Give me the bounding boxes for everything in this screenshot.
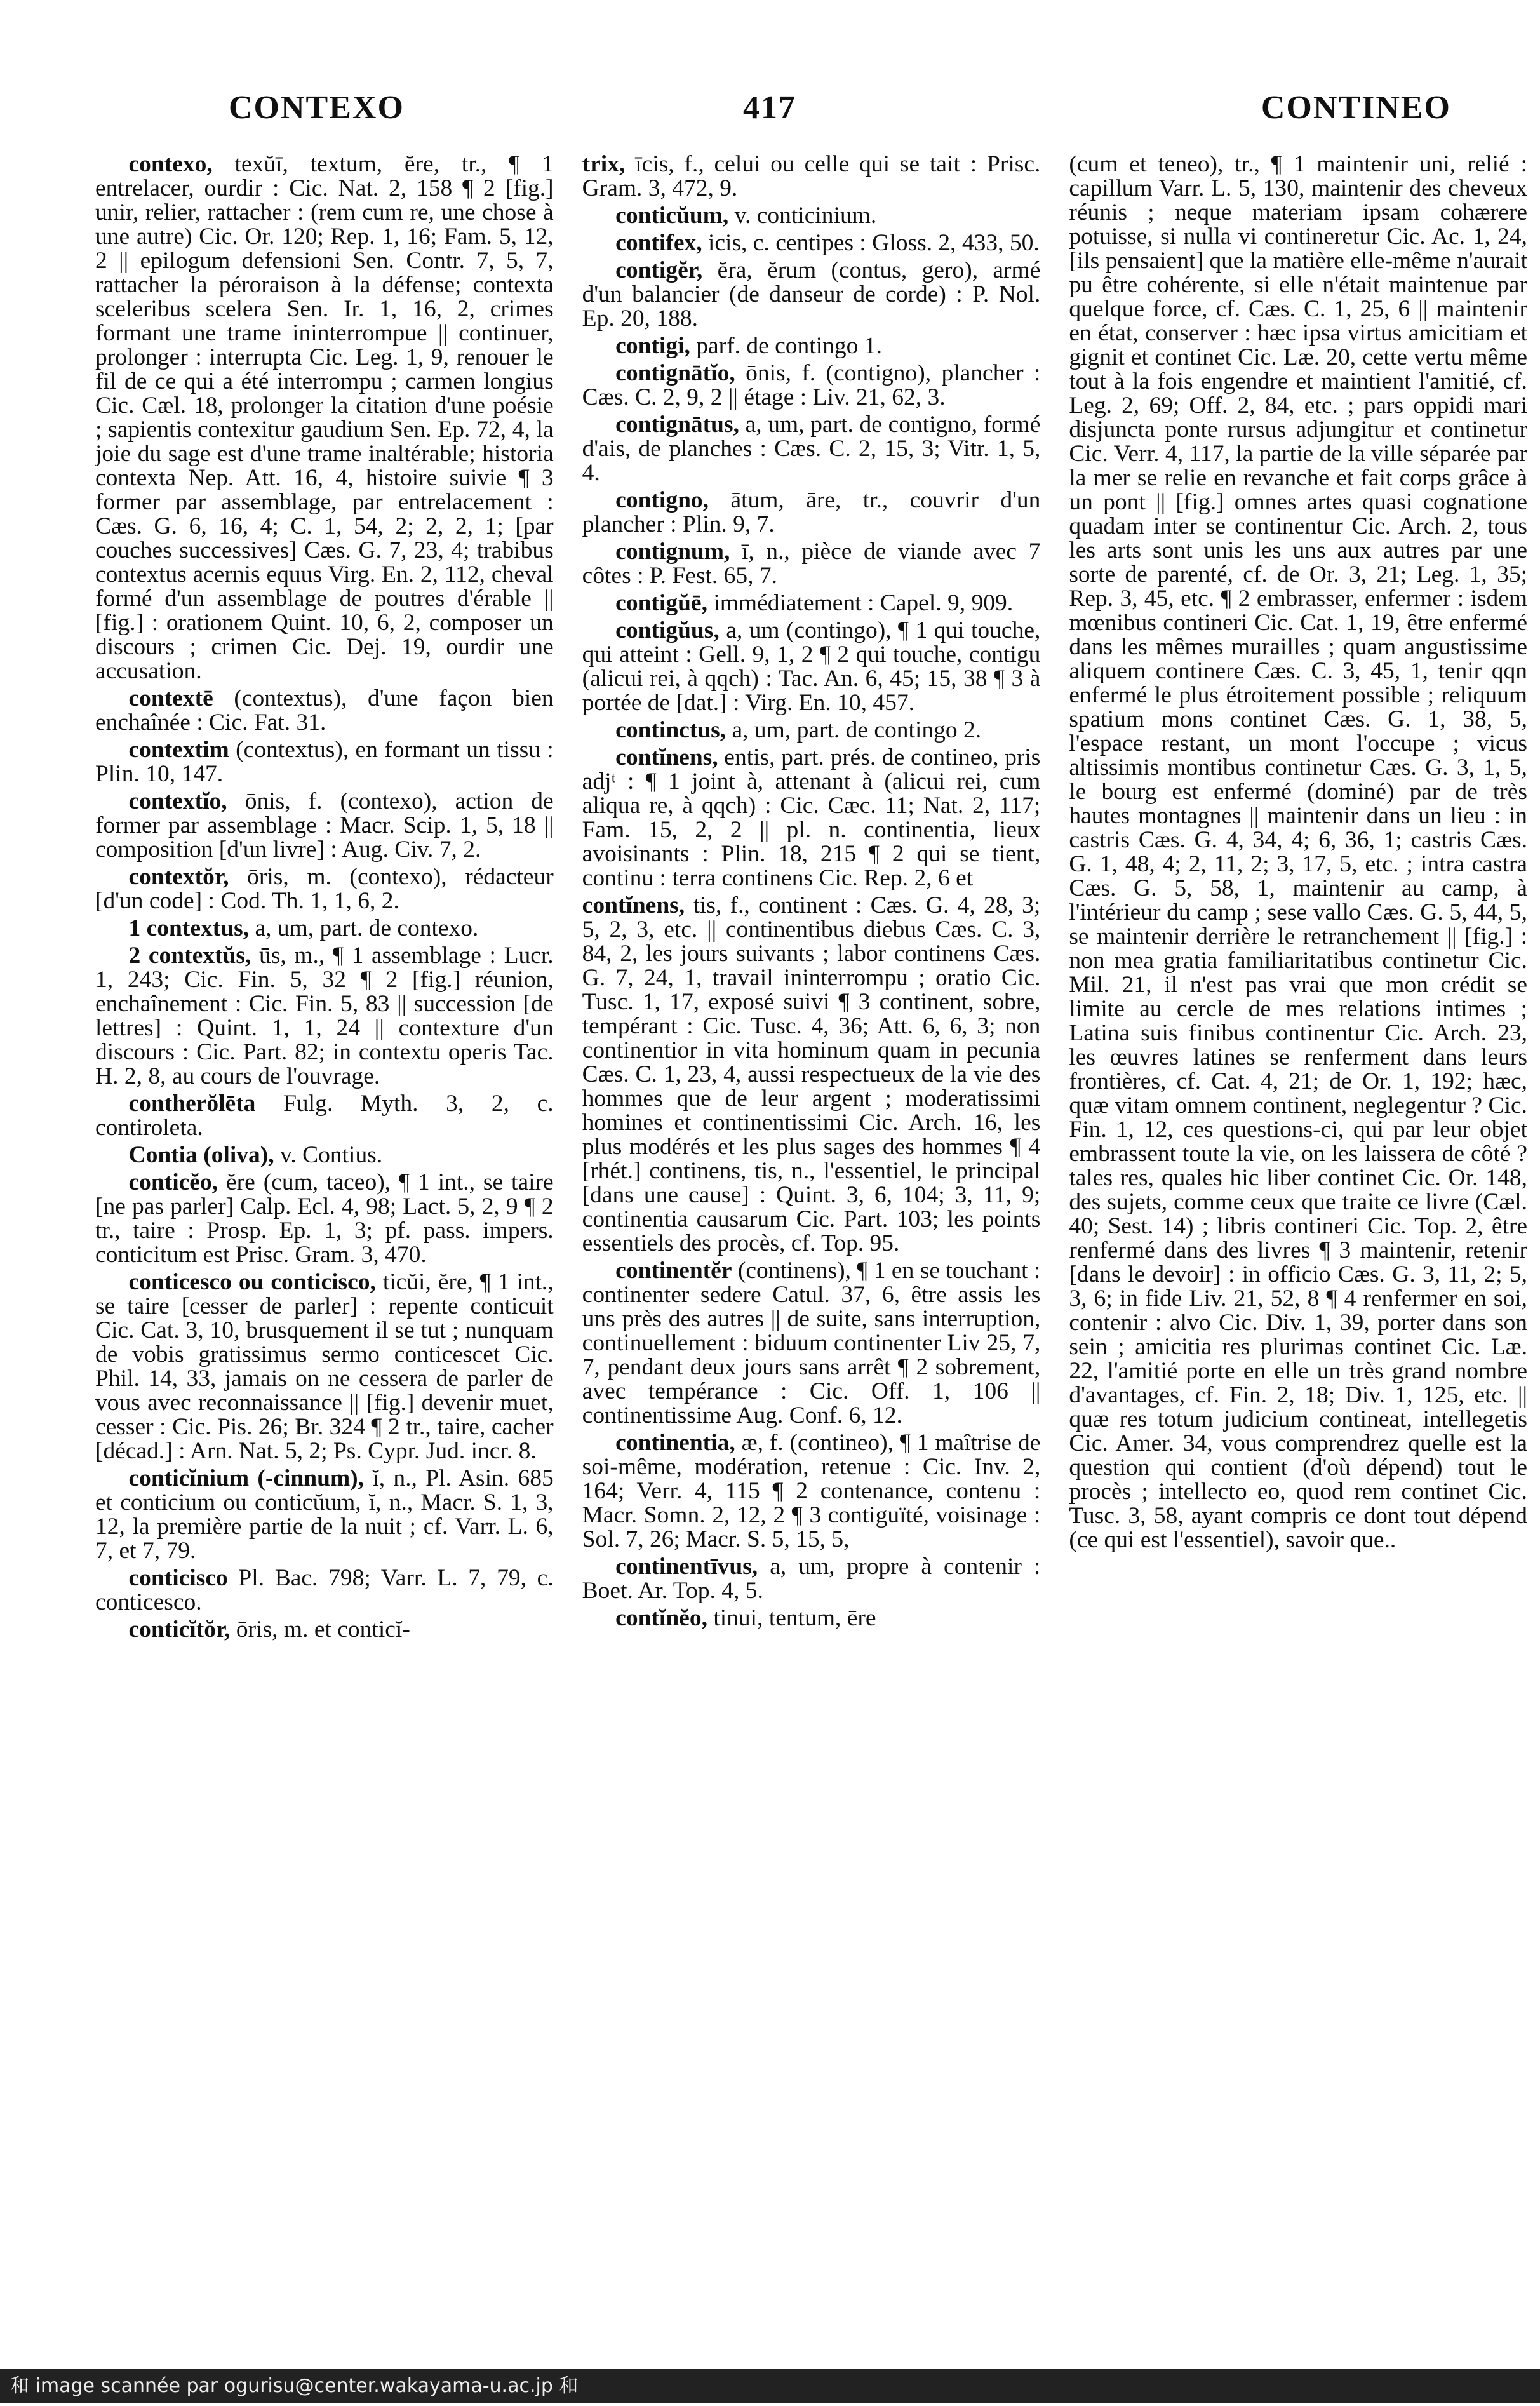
- entry-definition: tis, f., continent : Cæs. G. 4, 28, 3; 5, 2, 3, etc. || continentibus diebus Cæs. C. 3, 84, 2, les jours suivants ; labor continens Cæs. G. 7, 24, 1, travail ininterrompu ; oratio Cic. Tusc. 1, 17, exposé suivi ¶ 3 continent, sobre, tempérant : Cic. Tusc. 4, 36; Att. 6, 6, 3; non continentior in vita hominum quam in pecunia Cæs. C. 1, 23, 4, aussi respectueux de la vie des hommes que de leur argent ; moderatissimi homines et continentissimi Cic. Arch. 16, les plus modérés et les plus sages des hommes ¶ 4 [rhét.] continens, tis, n., l'essentiel, le principal [dans une cause] : Quint. 3, 6, 104; 3, 11, 9; continentia causarum Cic. Part. 103; les points essentiels des procès, cf. Top. 95.: [582, 892, 1041, 1256]
- entry-headword: 2 contextŭs,: [128, 943, 251, 969]
- dictionary-entry: [582, 334, 1041, 358]
- entry-headword: contignātus,: [615, 412, 739, 438]
- entry-headword: contigi,: [615, 333, 690, 359]
- entry-headword: conticisco: [128, 1565, 228, 1591]
- dictionary-entry: [95, 738, 554, 786]
- entry-definition: īcis, f., celui ou celle qui se tait : Prisc. Gram. 3, 472, 9.: [582, 152, 1041, 201]
- dictionary-entry: [582, 1606, 1041, 1630]
- entry-definition: parf. de contingo 1.: [696, 333, 882, 359]
- entry-headword: contextĭo,: [128, 788, 227, 814]
- entry-headword: contextē: [128, 685, 213, 711]
- entry-headword: contifex,: [615, 230, 702, 256]
- dictionary-entry: [95, 1092, 554, 1140]
- dictionary-entry: [582, 746, 1041, 890]
- entry-headword: contignum,: [615, 539, 730, 565]
- dictionary-entry: [95, 1270, 554, 1463]
- entry-definition: (continens), ¶ 1 en se touchant : continenter sedere Catul. 37, 6, être assis les uns près des autres || de suite, sans interruption, continuellement : biduum continenter Liv 25, 7, 7, pendant deux jours sans arrêt ¶ 2 sobrement, avec tempérance : Cic. Off. 1, 106 || continentissime Aug. Conf. 6, 12.: [582, 1258, 1041, 1428]
- entry-headword: conticĭnium (-cinnum),: [128, 1465, 365, 1491]
- dictionary-entry: [95, 1566, 554, 1615]
- page-header: [229, 89, 1502, 140]
- entry-definition: ōris, m. (contexo), rédacteur [d'un code] : Cod. Th. 1, 1, 6, 2.: [95, 864, 554, 914]
- entry-definition: ī, n., pièce de viande avec 7 côtes : P. Fest. 65, 7.: [582, 539, 1041, 589]
- dictionary-entry: [582, 204, 1041, 228]
- entry-headword: continentĕr: [615, 1258, 732, 1284]
- column-middle: [582, 152, 1041, 2344]
- entry-definition: a, um, part. de contingo 2.: [732, 717, 982, 743]
- dictionary-entry: [582, 894, 1041, 1256]
- entry-definition: ūs, m., ¶ 1 assemblage : Lucr. 1, 243; Cic. Fin. 5, 32 ¶ 2 [fig.] réunion, enchaînement : Cic. Fin. 5, 83 || succession [de lettres] : Quint. 1, 1, 24 || contexture d'un discours : Cic. Part. 82; in contextu operis Tac. H. 2, 8, au cours de l'ouvrage.: [95, 943, 554, 1089]
- dictionary-entry: [582, 259, 1041, 331]
- entry-headword: contigĕr,: [615, 257, 703, 283]
- dictionary-entry: [95, 917, 554, 941]
- entry-headword: contherŏlēta: [128, 1091, 256, 1117]
- dictionary-entry: [582, 361, 1041, 410]
- entry-definition: (contextus), d'une façon bien enchaînée : Cic. Fat. 31.: [95, 685, 554, 736]
- dictionary-entry: [582, 231, 1041, 255]
- dictionary-entry: [582, 152, 1041, 201]
- scan-credit-footer: 和 image scannée par ogurisu@center.wakayama-u.ac.jp 和: [0, 2369, 1540, 2403]
- entry-headword: contexo,: [128, 152, 213, 177]
- dictionary-entry: [95, 790, 554, 862]
- entry-headword: contigno,: [615, 487, 709, 513]
- entry-headword: contigŭus,: [615, 617, 720, 643]
- entry-headword: contignātĭo,: [615, 360, 735, 386]
- entry-headword: contigŭē,: [615, 590, 707, 616]
- entry-definition: ticŭi, ĕre, ¶ 1 int., se taire [cesser de parler] : repente conticuit Cic. Cat. 3, 10, brusquement il se tut ; nunquam de vobis gratissimus sermo conticescet Cic. Phil. 14, 33, jamais on ne cessera de parler de vous avec reconnaissance || [fig.] devenir muet, cesser : Cic. Pis. 26; Br. 324 ¶ 2 tr., taire, cacher [décad.] : Arn. Nat. 5, 2; Ps. Cypr. Jud. incr. 8.: [95, 1269, 554, 1464]
- dictionary-entry: [582, 413, 1041, 485]
- entry-headword: contĭnens,: [615, 744, 718, 770]
- entry-definition: v. conticinium.: [734, 203, 877, 229]
- entry-definition: tinui, tentum, ēre: [713, 1605, 876, 1631]
- entry-definition: v. Contius.: [280, 1142, 383, 1168]
- header-first-word: CONTEXO: [229, 90, 405, 126]
- entry-headword: continentia,: [615, 1430, 735, 1456]
- entry-definition: ātum, āre, tr., couvrir d'un plancher : Plin. 9, 7.: [582, 487, 1041, 537]
- entry-headword: conticŭum,: [615, 203, 729, 229]
- text-columns: [95, 152, 1527, 2344]
- dictionary-entry: [95, 1171, 554, 1267]
- dictionary-entry: [95, 1618, 554, 1642]
- entry-headword: conticesco ou conticisco,: [128, 1269, 376, 1295]
- entry-definition: æ, f. (contineo), ¶ 1 maîtrise de soi-même, modération, retenue : Cic. Inv. 2, 164; Verr. 4, 115 ¶ 2 contenance, contenu : Macr. Somn. 2, 12, 2 ¶ 3 contiguïté, voisinage : Sol. 7, 26; Macr. S. 5, 15, 5,: [582, 1430, 1041, 1552]
- dictionary-entry: [582, 1431, 1041, 1552]
- dictionary-entry: [582, 718, 1041, 743]
- column-right: [1069, 152, 1527, 2344]
- entry-definition: icis, c. centipes : Gloss. 2, 433, 50.: [707, 230, 1040, 256]
- entry-definition: a, um (contingo), ¶ 1 qui touche, qui atteint : Gell. 9, 1, 2 ¶ 2 qui touche, contigu (alicui rei, à qqch) : Tac. An. 6, 45; 15, 38 ¶ 3 à portée de [dat.] : Virg. En. 10, 457.: [582, 617, 1041, 716]
- dictionary-entry: [95, 687, 554, 735]
- dictionary-entry: [95, 152, 554, 683]
- entry-headword: conticĕo,: [128, 1169, 218, 1195]
- entry-definition: ōnis, f. (contexo), action de former par assemblage : Macr. Scip. 1, 5, 18 || composition [d'un livre] : Aug. Civ. 7, 2.: [95, 788, 554, 863]
- entry-definition: immédiatement : Capel. 9, 909.: [713, 590, 1014, 616]
- dictionary-entry: [95, 944, 554, 1089]
- entry-headword: conticĭtŏr,: [128, 1616, 231, 1643]
- dictionary-entry: [1069, 152, 1527, 1552]
- entry-headword: 1 contextus,: [128, 915, 250, 941]
- entry-definition: ĭ, n., Pl. Asin. 685 et conticium ou conticŭum, ĭ, n., Macr. S. 1, 3, 12, la première partie de la nuit ; cf. Varr. L. 6, 7, et 7, 79.: [95, 1465, 554, 1564]
- entry-headword: contextŏr,: [128, 864, 229, 890]
- entry-definition: (contextus), en formant un tissu : Plin. 10, 147.: [95, 737, 554, 787]
- dictionary-entry: [582, 1259, 1041, 1428]
- entry-headword: contĭnens,: [582, 892, 685, 918]
- entry-definition: ōris, m. et conticĭ-: [236, 1616, 410, 1643]
- entry-definition: a, um, propre à contenir : Boet. Ar. Top. 4, 5.: [582, 1554, 1041, 1604]
- entry-definition: entis, part. prés. de contineo, pris adjᵗ : ¶ 1 joint à, attenant à (alicui rei, cum aliqua re, à qqch) : Cic. Cæc. 11; Nat. 2, 117; Fam. 15, 2, 2 || pl. n. continentia, lieux avoisinants : Plin. 18, 215 ¶ 2 qui se tient, continu : terra continens Cic. Rep. 2, 6 et: [582, 744, 1041, 891]
- entry-headword: Contia (oliva),: [128, 1142, 274, 1168]
- dictionary-entry: [582, 488, 1041, 537]
- dictionary-entry: [582, 1555, 1041, 1603]
- entry-headword: trix,: [582, 152, 626, 177]
- entry-definition: a, um, part. de contigno, formé d'ais, de planches : Cæs. C. 2, 15, 3; Vitr. 1, 5, 4.: [582, 412, 1041, 486]
- header-last-word: CONTINEO: [1261, 90, 1451, 126]
- column-left: [95, 152, 554, 2344]
- entry-definition: ōnis, f. (contigno), plancher : Cæs. C. 2, 9, 2 || étage : Liv. 21, 62, 3.: [582, 360, 1041, 410]
- dictionary-entry: [95, 865, 554, 913]
- dictionary-entry: [95, 1143, 554, 1167]
- page-number: 417: [743, 90, 796, 126]
- entry-headword: contextim: [128, 737, 229, 763]
- entry-headword: continentīvus,: [615, 1554, 758, 1580]
- entry-definition: (cum et teneo), tr., ¶ 1 maintenir uni, relié : capillum Varr. L. 5, 130, maintenir des cheveux réunis ; neque materiam ipsam cohærere potuisse, si nulla vi contineretur Cic. Ac. 1, 24, [ils pensaient] que la matière elle-même n'aurait pu être cohérente, si elle n'était maintenue par quelque force, cf. Cæs. C. 1, 25, 6 || maintenir en état, conserver : hæc ipsa virtus amicitiam et gignit et continet Cic. Læ. 20, cette vertu même tout à la fois engendre et maintient l'amitié, cf. Leg. 2, 69; Off. 2, 84, etc. ; pars oppidi mari disjuncta ponte rursus adjungitur et continetur Cic. Verr. 4, 117, la partie de la ville séparée par la mer se relie en revanche et fait corps grâce à un pont || [fig.] omnes artes quasi cognatione quadam inter se continentur Cic. Arch. 2, tous les arts sont unis les uns aux autres par une sorte de parenté, cf. de Or. 3, 21; Leg. 1, 35; Rep. 3, 45, etc. ¶ 2 embrasser, enfermer : isdem mœnibus contineri Cic. Cat. 1, 19, être enfermé dans les mêmes murailles ; quam angustissime aliquem continere Cæs. C. 3, 45, 1, tenir qqn enfermé le plus étroitement possible ; reliquum spatium mons continet Cæs. G. 1, 38, 5, l'espace restant, un mont l'occupe ; vicus altissimis montibus continetur Cæs. G. 3, 1, 5, le bourg est enfermé (dominé) par de très hautes montagnes || maintenir dans un lieu : in castris Cæs. G. 4, 34, 4; 6, 36, 1; castris Cæs. G. 1, 48, 4; 2, 11, 2; 3, 17, 5, etc. ; intra castra Cæs. G. 5, 58, 1, maintenir au camp, à l'intérieur du camp ; sese vallo Cæs. G. 5, 44, 5, se maintenir derrière le retranchement || [fig.] : non mea gratia familiaritatibus continetur Cic. Mil. 21, il n'est pas vrai que mon crédit se limite au cercle de mes relations intimes ; Latina suis finibus continentur Cic. Arch. 23, les œuvres latines se renferment dans leurs frontières, cf. Cat. 4, 21; de Or. 1, 192; hæc, quæ vitam omnem continent, neglegentur ? Cic. Fin. 1, 12, ces questions-ci, qui par leur objet embrassent toute la vie, on les laissera de côté ? tales res, quales hic liber continet Cic. Or. 148, des sujets, comme ceux que traite ce livre (Cæl. 40; Sest. 14) ; libris contineri Cic. Top. 2, être renfermé dans des livres ¶ 3 maintenir, retenir [dans le devoir] : in officio Cæs. G. 3, 11, 2; 5, 3, 6; in fide Liv. 21, 52, 8 ¶ 4 renfermer en soi, contenir : alvo Cic. Div. 1, 39, porter dans son sein ; amicitia res plurimas continet Cic. Læ. 22, l'amitié porte en elle un très grand nombre d'avantages, cf. Fin. 2, 18; Div. 1, 125, etc. || quæ res totum judicium contineat, intellegetis Cic. Amer. 34, vous comprendrez quelle est la question qui contient (d'où dépend) tout le procès ; intellecto eo, quod rem continet Cic. Tusc. 3, 58, ayant compris ce dont tout dépend (ce qui est l'essentiel), savoir que..: [1069, 152, 1527, 1553]
- dictionary-entry: [582, 540, 1041, 588]
- entry-definition: texŭī, textum, ĕre, tr., ¶ 1 entrelacer, ourdir : Cic. Nat. 2, 158 ¶ 2 [fig.] unir, relier, rattacher : (rem cum re, une chose à une autre) Cic. Or. 120; Rep. 1, 16; Fam. 5, 12, 2 || epilogum defensioni Sen. Contr. 7, 5, 7, rattacher la péroraison à la défense; contexta sceleribus scelera Sen. Ir. 1, 16, 2, crimes formant une trame ininterrompue || continuer, prolonger : interrupta Cic. Leg. 1, 9, renouer le fil de ce qui a été interrompu ; carmen longius Cic. Cæl. 18, prolonger la citation d'une poésie ; sapientis contexitur gaudium Sen. Ep. 72, 4, la joie du sage est d'une trame inaltérable; historia contexta Nep. Att. 16, 4, histoire suivie ¶ 3 former par assemblage, par entrelacement : Cæs. G. 6, 16, 4; C. 1, 54, 2; 2, 2, 1; [par couches successives] Cæs. G. 7, 23, 4; trabibus contextus acernis equus Virg. En. 2, 112, cheval formé d'un assemblage de poutres d'érable || [fig.] : orationem Quint. 10, 6, 2, composer un discours ; crimen Cic. Dej. 19, ourdir une accusation.: [95, 152, 554, 684]
- dictionary-entry: [582, 591, 1041, 615]
- entry-headword: contĭnĕo,: [615, 1605, 707, 1631]
- entry-definition: ĕra, ĕrum (contus, gero), armé d'un balancier (de danseur de corde) : P. Nol. Ep. 20, 188.: [582, 257, 1041, 332]
- entry-definition: a, um, part. de contexo.: [255, 915, 479, 941]
- dictionary-entry: [95, 1467, 554, 1563]
- entry-definition: ĕre (cum, taceo), ¶ 1 int., se taire [ne pas parler] Calp. Ecl. 4, 98; Lact. 5, 2, 9 ¶ 2 tr., taire : Prosp. Ep. 1, 3; pf. pass. impers. conticitum est Prisc. Gram. 3, 470.: [95, 1169, 554, 1268]
- entry-headword: continctus,: [615, 717, 726, 743]
- entry-definition: Fulg. Myth. 3, 2, c. contiroleta.: [95, 1091, 554, 1141]
- entry-definition: Pl. Bac. 798; Varr. L. 7, 79, c. conticesco.: [95, 1565, 554, 1615]
- dictionary-entry: [582, 619, 1041, 715]
